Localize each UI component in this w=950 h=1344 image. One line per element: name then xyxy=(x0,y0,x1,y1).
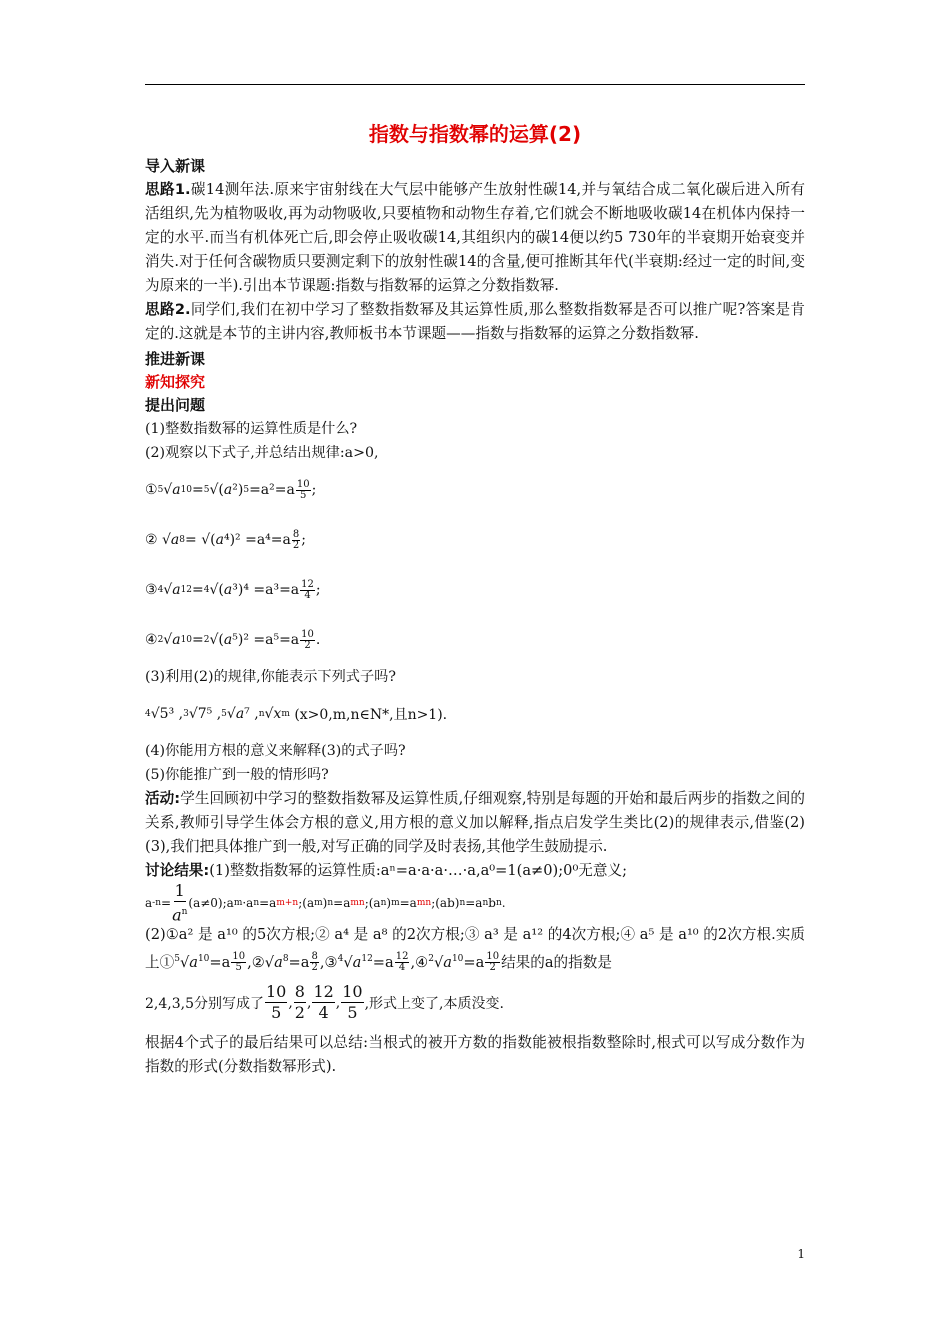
question-4: (4)你能用方根的意义来解释(3)的式子吗? xyxy=(145,743,406,759)
section-questions: 提出问题 xyxy=(145,396,206,414)
discussion-1: 讨论结果:(1)整数指数幂的运算性质:aⁿ=a·a·a·…·a,a⁰=1(a≠0);0⁰无意义; xyxy=(145,862,627,879)
formula-3: ③ 4 √ a 12 = 4 √( a ³)⁴ =a³=a 12 4 ; xyxy=(145,578,321,601)
activity-paragraph: 活动:学生回顾初中学习的整数指数幂及运算性质,仔细观察,特别是每题的开始和最后两步的指数之间的关系,教师引导学生体会方根的意义,用方根的意义加以解释,指点启发学生类比(2)的规律表示,借鉴(2)(3),我们把具体推广到一般,对写正确的同学及时表扬,其他学生鼓励提示. xyxy=(145,790,805,855)
question-3: (3)利用(2)的规律,你能表示下列式子吗? xyxy=(145,669,396,685)
idea2-paragraph: 思路2.同学们,我们在初中学习了整数指数幂及其运算性质,那么整数指数幂是否可以推广呢?答案是肯定的.这就是本节的主讲内容,教师板书本节课题——指数与指数幂的运算之分数指数幂. xyxy=(145,301,806,342)
formula-1: ① 5 √ a 10 = 5 √( a ²) 5 =a²=a 10 5 ; xyxy=(145,478,317,501)
formula-2: ② √ a 8 = √( a ⁴)² =a⁴=a 8 2 ; xyxy=(145,528,306,551)
discussion-3: 2,4,3,5分别写成了 10 5 , 8 2 , 12 4 , 10 5 ,形式上变了,本质没变. xyxy=(145,982,504,1023)
question-2: (2)观察以下式子,并总结出规律:a>0, xyxy=(145,445,379,461)
section-new: 新知探究 xyxy=(145,373,206,391)
header-rule xyxy=(145,84,805,85)
question-5: (5)你能推广到一般的情形吗? xyxy=(145,767,329,783)
formula-q3: 4 √5³ , 3 √7⁵ , 5 √ a ⁷ , n √ x m (x>0,m,n∈N*,且n>1). xyxy=(145,706,448,723)
discussion-2: (2)①a² 是 a¹⁰ 的5次方根;② a⁴ 是 a⁸ 的2次方根;③ a³ 是 a¹² 的4次方根;④ a⁵ 是 a¹⁰ 的2次方根.实质上$①^5√a^{10}=a$ $\frac{10}{5}$ $,②√a^8=a$ $\frac{8}{2}$ $,③^4√a^{12}=a$ $\frac{12}{4}$ $,④^2√a^{10}=a$ $\frac{10}{2}$ 结果的a的指数是 xyxy=(145,926,805,974)
page-title: 指数与指数幂的运算(2) xyxy=(368,122,582,146)
section-advance: 推进新课 xyxy=(145,350,206,368)
page-number: 1 xyxy=(797,1247,805,1261)
idea1-paragraph: 思路1.碳14测年法.原来宇宙射线在大气层中能够产生放射性碳14,并与氧结合成二氧化碳后进入所有活组织,先为植物吸收,再为动物吸收,只要植物和动物生存着,它们就会不断地吸收碳14在机体内保持一定的水平.而当有机体死亡后,即会停止吸收碳14,其组织内的碳14便以约5 730年的半衰期开始衰变并消失.对于任何含碳物质只要测定剩下的放射性碳14的含量,便可推断其年代(半衰期:经过一定的时间,变为原来的一半).引出本节课题:指数与指数幂的运算之分数指数幂. xyxy=(145,181,805,294)
formula-rules: a -n = 1 $a^n$ (a≠0);a m ·a n =a m+n ;(a m ) n =a mn ;(a n ) m =a mn ;(ab) n =a n b n . xyxy=(145,880,506,925)
conclusion-paragraph: 根据4个式子的最后结果可以总结:当根式的被开方数的指数能被根指数整除时,根式可以写成分数作为指数的形式(分数指数幂形式). xyxy=(145,1033,805,1075)
document-body xyxy=(145,118,805,1079)
question-1: (1)整数指数幂的运算性质是什么? xyxy=(145,421,358,437)
formula-4: ④ 2 √ a 10 = 2 √( a ⁵)² =a⁵=a 10 2 . xyxy=(145,628,321,651)
section-intro: 导入新课 xyxy=(145,157,206,175)
